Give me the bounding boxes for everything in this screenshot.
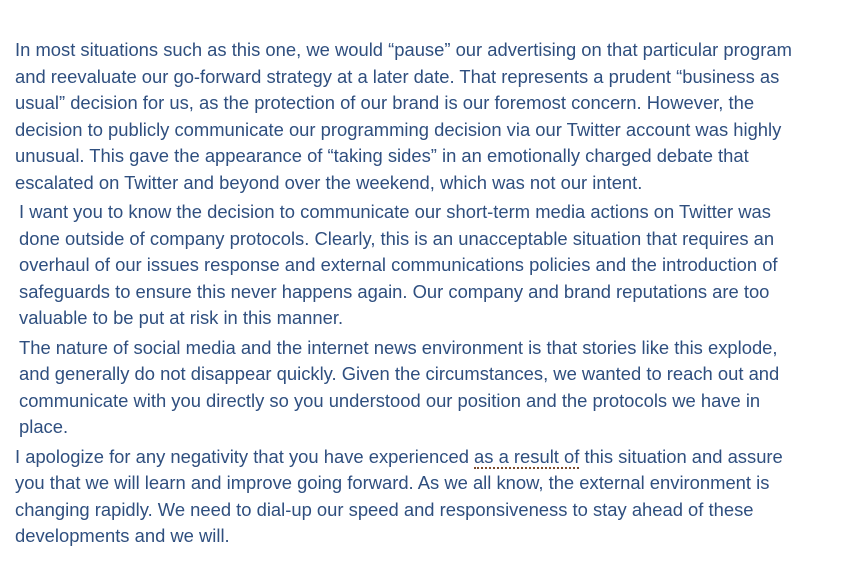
document-body xyxy=(15,37,805,553)
paragraph-4 xyxy=(15,444,805,550)
paragraph-1: In most situations such as this one, we would “pause” our advertising on that particular program and reevaluate our go-forward strategy at a later date. That represents a prudent “business as usual” decision for us, as the protection of our brand is our foremost concern. However, the decision to publicly communicate our programming decision via our Twitter account was highly unusual. This gave the appearance of “taking sides” in an emotionally charged debate that escalated on Twitter and beyond over the weekend, which was not our intent. xyxy=(15,39,792,193)
grammar-flagged-phrase[interactable]: as a result of xyxy=(474,445,580,467)
paragraph-4-end: this situation and assure you that we will learn and improve going forward. As we all know, the external environment is changing rapidly. We need to dial-up our speed and responsiveness to stay ahead of these developments and we will. xyxy=(15,445,783,546)
paragraph-2: I want you to know the decision to communicate our short-term media actions on Twitter was done outside of company protocols. Clearly, this is an unacceptable situation that requires an overhaul of our issues response and external communications policies and the introduction of safeguards to ensure this never happens again. Our company and brand reputations are too valuable to be put at risk in this manner. xyxy=(19,201,778,328)
paragraph-3: The nature of social media and the internet news environment is that stories like this explode, and generally do not disappear quickly. Given the circumstances, we wanted to reach out and communicate with you directly so you understood our position and the protocols we have in place. xyxy=(19,336,780,437)
paragraph-4-start: I apologize for any negativity that you have experienced xyxy=(15,445,475,467)
